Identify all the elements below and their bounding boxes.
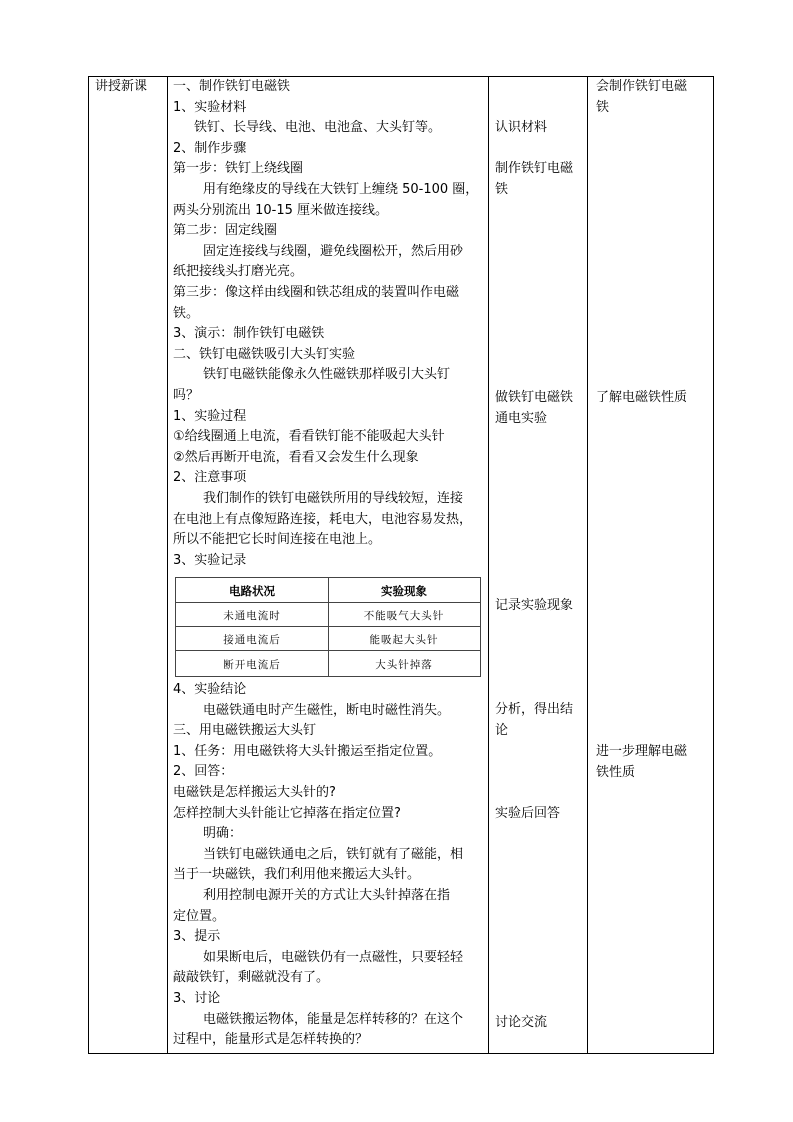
step-2-title: 第二步：固定线圈 [173, 223, 278, 239]
record-row-divider-2 [176, 626, 480, 627]
demo-text: 3、演示：制作铁钉电磁铁 [173, 326, 325, 342]
conclusion-text: 电磁铁通电时产生磁性，断电时磁性消失。 [203, 702, 451, 718]
process-step-2: ②然后再断开电流，看看又会发生什么现象 [173, 449, 419, 465]
step-3-text-cont: 铁。 [173, 305, 200, 321]
subheading-record: 3、实验记录 [173, 552, 247, 568]
record-cell: 未通电流时 [223, 610, 281, 622]
step-1-text-cont: 两头分别流出 10-15 厘米做连接线。 [173, 202, 389, 218]
activity-item: 铁 [495, 182, 509, 197]
step-3-text: 第三步：像这样由线圈和铁芯组成的装置叫作电磁 [173, 285, 460, 300]
subheading-steps: 2、制作步骤 [173, 140, 247, 156]
record-cell: 不能吸气大头针 [363, 610, 445, 622]
table-divider-3 [587, 76, 588, 1054]
activity-item: 分析，得出结 [495, 702, 574, 717]
process-step-1: ①给线圈通上电流，看看铁钉能不能吸起大头针 [173, 429, 445, 445]
record-cell: 大头针掉落 [375, 659, 433, 671]
subheading-discussion: 3、讨论 [173, 991, 221, 1006]
materials-text: 铁钉、长导线、电池、电池盒、大头钉等。 [194, 120, 442, 136]
objective-item: 铁 [596, 99, 610, 115]
step-1-text: 用有绝缘皮的导线在大铁钉上缠绕 50-100 圈， [203, 182, 479, 197]
clarify-label: 明确： [203, 826, 243, 842]
clarify-text-4: 定位置。 [173, 908, 226, 924]
subheading-notes: 2、注意事项 [173, 470, 247, 486]
step-1-title: 第一步：铁钉上绕线圈 [173, 161, 304, 177]
heading-attract-experiment: 二、铁钉电磁铁吸引大头钉实验 [173, 346, 356, 362]
table-divider-2 [488, 76, 489, 1054]
discussion-text-1: 电磁铁搬运物体，能量是怎样转移的？在这个 [203, 1011, 464, 1027]
record-cell: 能吸起大头针 [369, 634, 439, 646]
discussion-text-2: 过程中，能量形式是怎样转换的？ [173, 1032, 369, 1048]
subheading-answer: 2、回答： [173, 764, 234, 780]
clarify-text-2: 当于一块磁铁，我们利用他来搬运大头针。 [173, 867, 421, 883]
task-text: 1、任务：用电磁铁将大头针搬运至指定位置。 [173, 743, 442, 759]
objective-item: 了解电磁铁性质 [596, 390, 688, 405]
subheading-hint: 3、提示 [173, 929, 221, 945]
activity-item: 认识材料 [495, 120, 548, 135]
activity-item: 通电实验 [495, 411, 548, 426]
notes-text-3: 所以不能把它长时间连接在电池上。 [173, 532, 382, 548]
record-header-phenomenon: 实验现象 [381, 584, 427, 598]
notes-text-1: 我们制作的铁钉电磁铁所用的导线较短，连接 [203, 491, 464, 506]
table-left-border [88, 76, 89, 1054]
objective-item: 铁性质 [596, 765, 636, 780]
activity-item: 记录实验现象 [495, 598, 574, 613]
step-2-text: 固定连接线与线圈，避免线圈松开，然后用砂 [203, 243, 464, 259]
table-divider-1 [167, 76, 168, 1054]
activity-item: 制作铁钉电磁 [495, 161, 574, 176]
record-row-divider-3 [176, 650, 480, 651]
heading-make-electromagnet: 一、制作铁钉电磁铁 [173, 79, 291, 94]
activity-item: 实验后回答 [495, 806, 561, 821]
section-label: 讲授新课 [95, 79, 148, 94]
table-right-border [713, 76, 714, 1054]
answer-question-2: 怎样控制大头针能让它掉落在指定位置? [173, 805, 401, 821]
step-2-text-cont: 纸把接线头打磨光亮。 [173, 264, 304, 280]
clarify-text-3: 利用控制电源开关的方式让大头针掉落在指 [203, 888, 451, 903]
activity-item: 论 [495, 723, 509, 738]
objective-item: 进一步理解电磁 [596, 744, 688, 759]
record-cell: 接通电流后 [223, 634, 281, 646]
activity-item: 做铁钉电磁铁 [495, 390, 574, 405]
hint-text-1: 如果断电后，电磁铁仍有一点磁性，只要轻轻 [203, 949, 464, 965]
question-text: 铁钉电磁铁能像永久性磁铁那样吸引大头钉 [203, 367, 451, 383]
notes-text-2: 在电池上有点像短路连接，耗电大，电池容易发热， [173, 511, 473, 527]
experiment-record-table [175, 577, 481, 677]
question-text-cont: 吗？ [173, 388, 200, 403]
subheading-conclusion: 4、实验结论 [173, 682, 247, 697]
heading-carry-pins: 三、用电磁铁搬运大头钉 [173, 723, 317, 739]
record-row-divider-1 [176, 602, 480, 603]
record-cell: 断开电流后 [223, 659, 281, 671]
table-bottom-border [88, 1053, 714, 1054]
answer-question-1: 电磁铁是怎样搬运大头针的? [173, 785, 336, 800]
clarify-text-1: 当铁钉电磁铁通电之后，铁钉就有了磁能，相 [203, 846, 464, 862]
record-header-condition: 电路状况 [229, 584, 275, 598]
subheading-process: 1、实验过程 [173, 408, 247, 424]
hint-text-2: 敲敲铁钉，剩磁就没有了。 [173, 970, 330, 986]
subheading-materials: 1、实验材料 [173, 99, 247, 115]
objective-item: 会制作铁钉电磁 [596, 79, 688, 94]
activity-item: 讨论交流 [495, 1015, 548, 1030]
